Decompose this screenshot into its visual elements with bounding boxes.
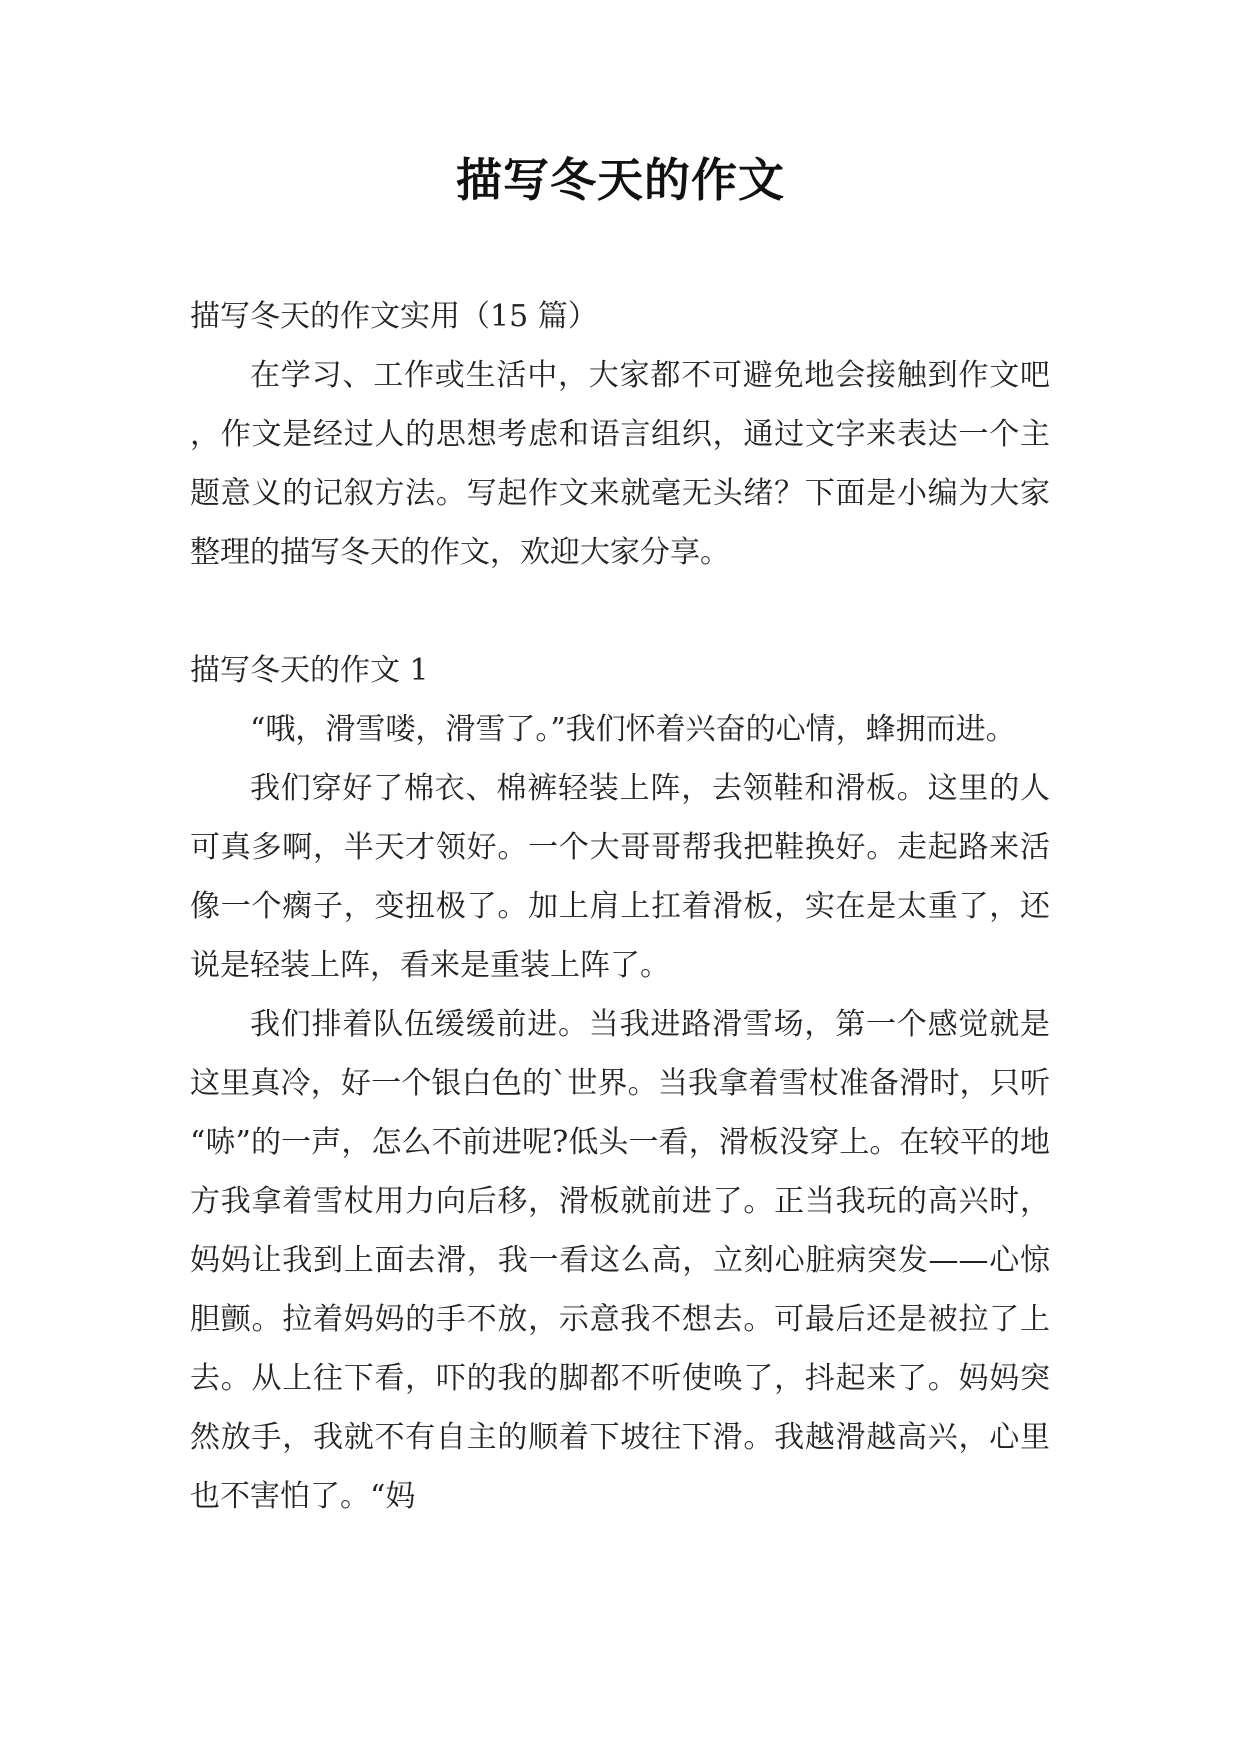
essay-paragraph: 我们排着队伍缓缓前进。当我进路滑雪场，第一个感觉就是这里真冷，好一个银白色的`世界。当我拿着雪杖准备滑时，只听“哧”的一声，怎么不前进呢?低头一看，滑板没穿上。在较平的地方我拿着雪杖用力向后移，滑板就前进了。正当我玩的高兴时，妈妈让我到上面去滑，我一看这么高，立刻心脏病突发——心惊胆颤。拉着妈妈的手不放，示意我不想去。可最后还是被拉了上去。从上往下看，吓的我的脚都不听使唤了，抖起来了。妈妈突然放手，我就不有自主的顺着下坡往下滑。我越滑越高兴，心里也不害怕了。“妈 bbox=[190, 1007, 1050, 1514]
paragraph-gap bbox=[190, 582, 1050, 641]
intro-paragraph: 在学习、工作或生活中，大家都不可避免地会接触到作文吧，作文是经过人的思想考虑和语言组织，通过文字来表达一个主题意义的记叙方法。写起作文来就毫无头绪？下面是小编为大家整理的描写冬天的作文，欢迎大家分享。 bbox=[190, 358, 1050, 570]
document-body bbox=[190, 287, 1050, 1526]
document-subtitle: 描写冬天的作文实用（15 篇） bbox=[190, 299, 598, 334]
essay-paragraph: “哦，滑雪喽，滑雪了。”我们怀着兴奋的心情，蜂拥而进。 bbox=[250, 712, 1016, 747]
essay-paragraph: 我们穿好了棉衣、棉裤轻装上阵，去领鞋和滑板。这里的人可真多啊，半天才领好。一个大哥哥帮我把鞋换好。走起路来活像一个瘸子，变扭极了。加上肩上扛着滑板，实在是太重了，还说是轻装上阵，看来是重装上阵了。 bbox=[190, 771, 1050, 983]
essay-heading: 描写冬天的作文 1 bbox=[190, 653, 429, 688]
document-title: 描写冬天的作文 bbox=[456, 153, 785, 207]
